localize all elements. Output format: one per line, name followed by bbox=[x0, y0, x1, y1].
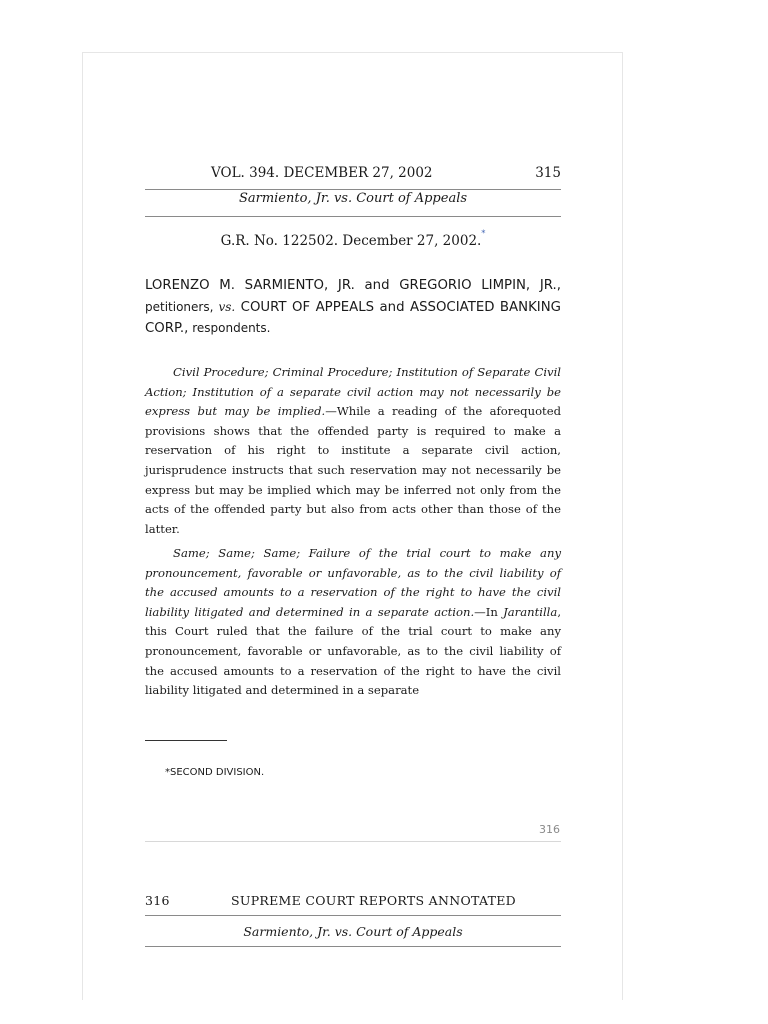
case-citation: Jarantilla bbox=[503, 604, 558, 619]
versus: vs. bbox=[218, 299, 236, 314]
syllabus-paragraph bbox=[145, 363, 561, 539]
syllabus-heading: Same; Same; Same; Failure of the trial court to make any pronouncement, favorable or unfavorable, as to the civil liability of the accused amounts to a reservation of the right to have the civil liability litigated and determined in a separate action. bbox=[145, 546, 561, 619]
syllabus-text: , this Court ruled that the failure of the trial court to make any pronouncement, favorable or unfavorable, as to the civil liability of the accused amounts to a reservation of the right to have the civil liability litigated and determined in a separate bbox=[145, 604, 561, 698]
header-rule-bottom bbox=[145, 946, 561, 947]
petitioners-label: petitioners, bbox=[145, 299, 219, 314]
document-page bbox=[82, 52, 623, 1000]
syllabus-text: —In bbox=[474, 604, 504, 619]
next-page-number: 316 bbox=[145, 893, 170, 908]
publication-title: SUPREME COURT REPORTS ANNOTATED bbox=[231, 893, 516, 908]
running-title: Sarmiento, Jr. vs. Court of Appeals bbox=[243, 924, 463, 939]
footnote-marker[interactable]: * bbox=[481, 229, 486, 238]
page-marker: 316 bbox=[539, 823, 560, 836]
gr-number: G.R. No. 122502. December 27, 2002. bbox=[220, 233, 482, 249]
header-rule-bottom bbox=[145, 216, 561, 217]
header-rule-top bbox=[145, 189, 561, 190]
case-parties bbox=[145, 275, 561, 340]
respondents-names: COURT OF APPEALS and ASSOCIATED BANKING CORP., bbox=[145, 299, 561, 336]
respondents-label: respondents. bbox=[188, 321, 271, 335]
volume-date: VOL. 394. DECEMBER 27, 2002 bbox=[211, 165, 433, 181]
syllabus-paragraph bbox=[145, 544, 561, 701]
header-rule-top bbox=[145, 915, 561, 916]
page-header bbox=[145, 165, 561, 185]
syllabus-heading: Civil Procedure; Criminal Procedure; Institution of Separate Civil Action; Institution of a separate civil action may not necessarily be express but may be implied. bbox=[145, 365, 561, 419]
case-number bbox=[145, 229, 561, 249]
page-number: 315 bbox=[535, 165, 561, 181]
running-title: Sarmiento, Jr. vs. Court of Appeals bbox=[238, 191, 468, 206]
footnote: *SECOND DIVISION. bbox=[165, 767, 265, 778]
page-break-rule bbox=[145, 841, 561, 842]
footnote-rule bbox=[145, 740, 227, 741]
syllabus-text: —While a reading of the aforequoted provisions shows that the offended party is required to make a reservation of his right to institute a separate civil action, jurisprudence instructs that such reservation may not necessarily be express but may be implied which may be inferred not only from the acts of the offended party but also from acts other than those of the latter. bbox=[145, 404, 561, 536]
petitioners-names: LORENZO M. SARMIENTO, JR. and GREGORIO LIMPIN, JR., bbox=[145, 278, 561, 293]
